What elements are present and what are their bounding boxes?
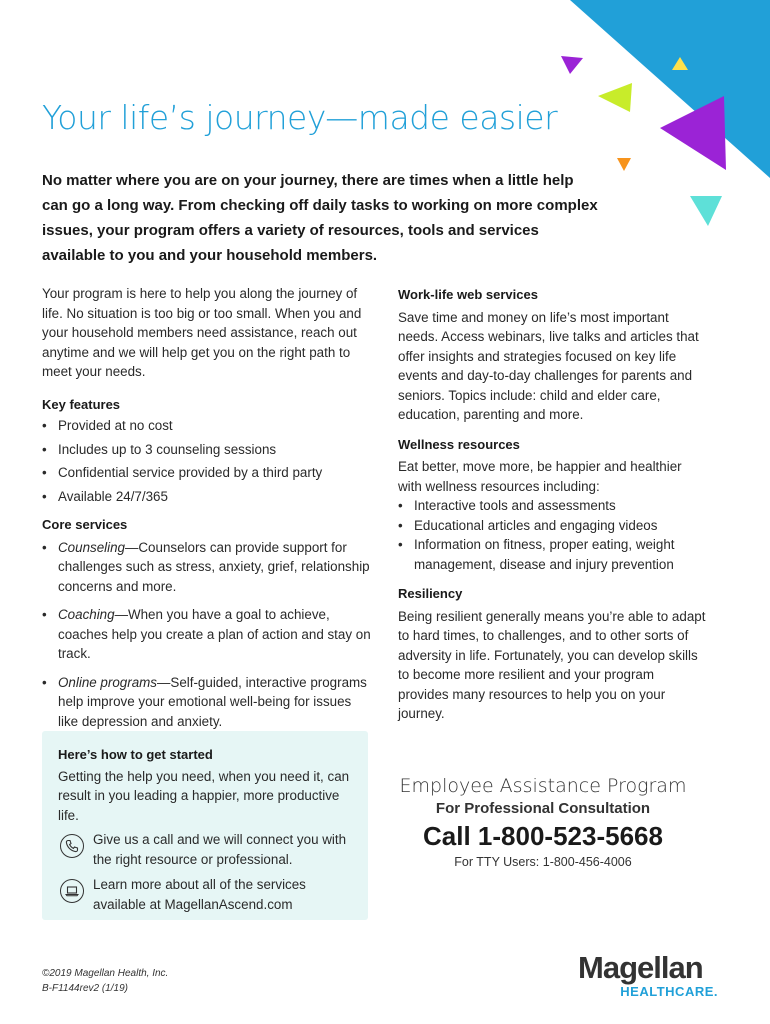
- service-description: —Counselors can provide support for challenges such as stress, anxiety, grief, relationship concerns and more.: [58, 539, 370, 594]
- eap-phone-number[interactable]: Call 1-800-523-5668: [423, 821, 663, 851]
- lime-triangle: [598, 83, 632, 112]
- worklife-paragraph: Save time and money on life’s most important needs. Access webinars, live talks and articles that offer insights and strategies focused on key life events and day-to-day challenges for parents and seniors. Topics include: child and elder care, education, parenting and more.: [398, 309, 699, 422]
- service-term: Counseling: [58, 539, 125, 555]
- blue-corner-shape: [570, 0, 770, 178]
- right-column: [398, 285, 708, 724]
- service-description: —Self-guided, interactive programs help improve your emotional well-being for issues like depression and anxiety.: [58, 674, 367, 729]
- web-cta: [58, 875, 358, 914]
- list-item: [42, 538, 372, 597]
- key-features-heading: Key features: [42, 396, 121, 412]
- wellness-list: [398, 496, 708, 574]
- logo-wordmark: Magellan: [578, 950, 703, 985]
- worklife-heading: Work-life web services: [398, 287, 538, 302]
- laptop-icon: [60, 879, 84, 903]
- intro-paragraph: No matter where you are on your journey, there are times when a little help can go a long way. From checking off daily tasks to working on more complex issues, your program offers a variety of resources, tools and services available to you and your household members.: [42, 172, 598, 264]
- eap-title: Employee Assistance Program: [399, 775, 687, 797]
- list-item: • Includes up to 3 counseling sessions: [42, 440, 372, 460]
- list-item: • Educational articles and engaging videos: [398, 516, 708, 536]
- service-term: Online programs: [58, 674, 157, 690]
- list-item: [42, 605, 372, 664]
- resiliency-paragraph: Being resilient generally means you’re able to adapt to hard times, to challenges, and to other sorts of adversity in life. Fortunately, you can develop skills to become more resilient and your program provides many resources to help you on your journey.: [398, 608, 706, 721]
- cyan-triangle: [690, 196, 722, 226]
- list-item: • Provided at no cost: [42, 416, 372, 436]
- document-code: B-F1144rev2 (1/19): [42, 983, 128, 994]
- eap-tty-number[interactable]: For TTY Users: 1-800-456-4006: [454, 855, 632, 869]
- left-column: [42, 284, 372, 740]
- list-item: • Confidential service provided by a third party: [42, 463, 372, 483]
- wellness-heading: Wellness resources: [398, 436, 520, 452]
- core-services-list: [42, 538, 372, 732]
- get-started-box: [42, 731, 368, 920]
- magellan-logo: [578, 952, 728, 999]
- page-title: Your life’s journey—made easier: [42, 98, 558, 137]
- call-cta-text: Give us a call and we will connect you with the right resource or professional.: [93, 832, 347, 867]
- service-description: —When you have a goal to achieve, coaches help you create a plan of action and stay on track.: [58, 607, 371, 661]
- logo-subtext: HEALTHCARE.: [620, 984, 718, 999]
- eap-contact-block: [398, 775, 688, 869]
- resiliency-heading: Resiliency: [398, 586, 463, 601]
- list-item: • Interactive tools and assessments: [398, 496, 708, 516]
- wellness-paragraph: Eat better, move more, be happier and healthier with wellness resources including:: [398, 459, 682, 494]
- list-item: • Available 24/7/365: [42, 487, 372, 507]
- list-item: [42, 673, 372, 732]
- core-services-heading: Core services: [42, 517, 128, 532]
- key-features-list: [42, 416, 372, 506]
- eap-subtitle: For Professional Consultation: [435, 800, 651, 817]
- get-started-heading: Here’s how to get started: [58, 747, 213, 762]
- get-started-text: Getting the help you need, when you need it, can result in you leading a happier, more productive life.: [58, 768, 350, 823]
- purple-triangle-small: [561, 56, 583, 74]
- call-cta: [58, 830, 358, 869]
- footer: [42, 966, 168, 996]
- copyright-text: ©2019 Magellan Health, Inc.: [42, 968, 169, 979]
- list-item: • Information on fitness, proper eating, weight management, disease and injury prevention: [398, 535, 708, 574]
- web-cta-text[interactable]: Learn more about all of the services available at MagellanAscend.com: [93, 877, 306, 912]
- orange-triangle: [617, 158, 631, 171]
- lead-paragraph: Your program is here to help you along the journey of life. No situation is too big or too small. When you and your household members need assistance, reach out anytime and we will help get you on the right path to meet your needs.: [42, 286, 362, 379]
- phone-icon: [60, 834, 84, 858]
- service-term: Coaching: [58, 607, 115, 622]
